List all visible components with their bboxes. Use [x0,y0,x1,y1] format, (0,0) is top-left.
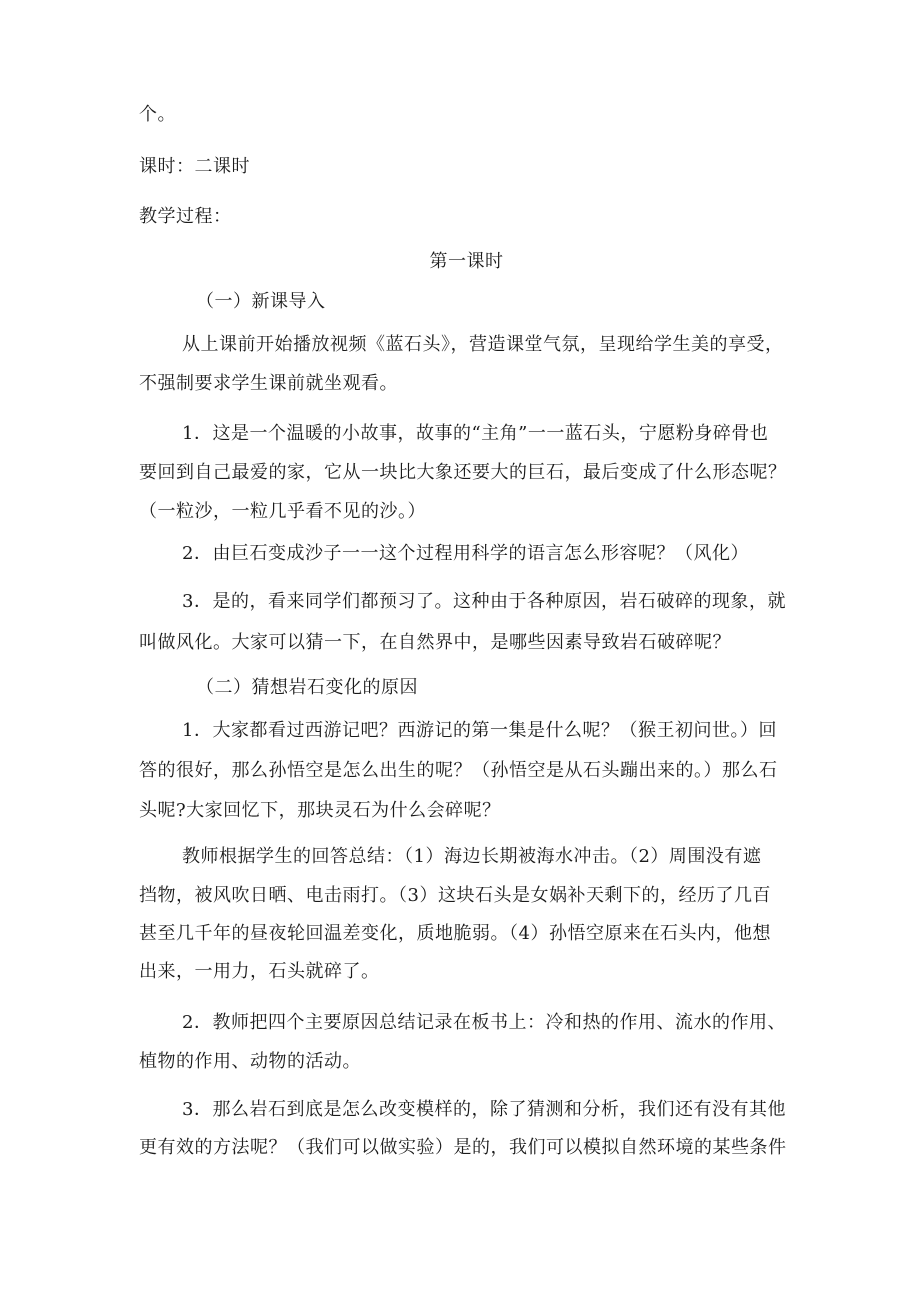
paragraph-line: 教师根据学生的回答总结：（1）海边长期被海水冲击。（2）周围没有遮 [182,846,762,867]
paragraph-line: 出来，一用力，石头就碎了。 [139,961,380,982]
paragraph-line: 头呢?大家回忆下，那块灵石为什么会碎呢？ [139,800,501,821]
paragraph-line: 2．由巨石变成沙子一一这个过程用科学的语言怎么形容呢？（风化） [182,543,749,564]
paragraph-line: 答的很好，那么孙悟空是怎么出生的呢？（孙悟空是从石头蹦出来的。）那么石 [139,760,778,781]
paragraph-line: 1．大家都看过西游记吧？西游记的第一集是什么呢？（猴王初问世。）回 [182,720,777,741]
subsection-heading: （一）新课导入 [196,291,326,312]
paragraph-line: 甚至几千年的昼夜轮回温差变化，质地脆弱。（4）孙悟空原来在石头内，他想 [139,923,771,944]
text-line: 个。 [139,104,176,125]
section-heading: 教学过程： [139,206,232,227]
paragraph-line: 3．那么岩石到底是怎么改变模样的，除了猜测和分析，我们还有没有其他 [182,1099,786,1120]
paragraph-line: 1．这是一个温暖的小故事，故事的“主角”一一蓝石头，宁愿粉身碎骨也 [182,423,769,444]
paragraph-line: 挡物，被风吹日晒、电击雨打。（3）这块石头是女娲补天剩下的，经历了几百 [139,885,771,906]
subsection-heading: （二）猜想岩石变化的原因 [196,677,418,698]
paragraph-line: 植物的作用、动物的活动。 [139,1051,361,1072]
paragraph-line: 叫做风化。大家可以猜一下，在自然界中，是哪些因素导致岩石破碎呢？ [139,632,731,653]
paragraph-line: 3．是的，看来同学们都预习了。这种由于各种原因，岩石破碎的现象，就 [182,591,786,612]
lesson-title: 第一课时 [429,251,504,272]
paragraph-line: 不强制要求学生课前就坐观看。 [139,373,398,394]
class-hours: 课时：二课时 [139,156,250,177]
paragraph-line: 更有效的方法呢？（我们可以做实验）是的，我们可以模拟自然环境的某些条件 [139,1137,787,1158]
paragraph-line: （一粒沙，一粒几乎看不见的沙。） [139,501,426,522]
paragraph-line: 从上课前开始播放视频《蓝石头》，营造课堂气氛，呈现给学生美的享受， [182,334,784,355]
paragraph-line: 要回到自己最爱的家，它从一块比大象还要大的巨石，最后变成了什么形态呢？ [139,462,787,483]
paragraph-line: 2．教师把四个主要原因总结记录在板书上：冷和热的作用、流水的作用、 [182,1012,786,1033]
